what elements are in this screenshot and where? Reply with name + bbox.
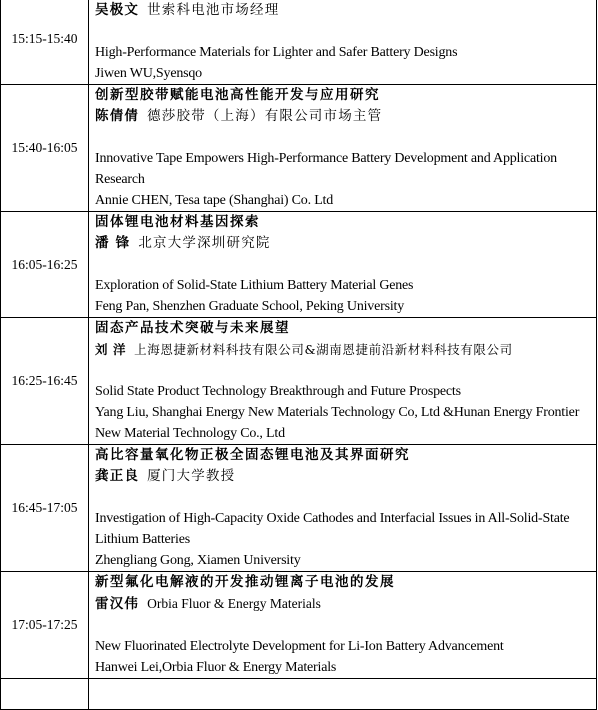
session-title-en: High-Performance Materials for Lighter and Safer Battery Designs bbox=[95, 45, 458, 60]
session-title-cn: 创新型胶带赋能电池高性能开发与应用研究 bbox=[95, 87, 380, 103]
session-details bbox=[89, 445, 597, 572]
session-details bbox=[89, 679, 597, 710]
session-details bbox=[89, 318, 597, 445]
speaker-cn bbox=[95, 339, 594, 360]
speaker-org-cn: 德莎胶带（上海）有限公司市场主管 bbox=[147, 108, 383, 124]
session-time bbox=[1, 679, 89, 710]
speaker-en: Feng Pan, Shenzhen Graduate School, Peking University bbox=[95, 299, 405, 314]
session-time: 16:05-16:25 bbox=[1, 212, 89, 318]
speaker-cn bbox=[95, 106, 594, 127]
speaker-org-cn: 厦门大学教授 bbox=[147, 468, 236, 484]
speaker-org-cn: 北京大学深圳研究院 bbox=[138, 235, 271, 251]
speaker-org-cn: 上海恩捷新材料科技有限公司&湖南恩捷前沿新材料科技有限公司 bbox=[134, 342, 513, 357]
session-title-en: New Fluorinated Electrolyte Development for Li-Ion Battery Advancement bbox=[95, 639, 504, 654]
speaker-name-cn: 陈倩倩 bbox=[95, 108, 140, 124]
speaker-name-cn: 刘 洋 bbox=[95, 342, 127, 357]
session-title-en: Solid State Product Technology Breakthrough and Future Prospects bbox=[95, 384, 461, 399]
session-time: 17:05-17:25 bbox=[1, 572, 89, 679]
speaker-cn bbox=[95, 0, 594, 21]
speaker-name-cn: 雷汉伟 bbox=[95, 596, 140, 612]
speaker-name-cn: 潘 锋 bbox=[95, 235, 131, 251]
spacer bbox=[95, 21, 594, 42]
session-title-en: Innovative Tape Empowers High-Performance Battery Development and Application Research bbox=[95, 151, 557, 187]
speaker-cn bbox=[95, 466, 594, 487]
speaker-en: Zhengliang Gong, Xiamen University bbox=[95, 553, 301, 568]
session-title-cn: 固态产品技术突破与未来展望 bbox=[95, 320, 290, 336]
spacer bbox=[95, 487, 594, 508]
session-details bbox=[89, 572, 597, 679]
speaker-en: Yang Liu, Shanghai Energy New Materials Technology Co, Ltd &Hunan Energy Frontier New Material Technology Co., Ltd bbox=[95, 405, 580, 441]
session-time: 15:15-15:40 bbox=[1, 0, 89, 85]
spacer bbox=[95, 127, 594, 148]
agenda-row bbox=[1, 572, 597, 679]
speaker-en: Annie CHEN, Tesa tape (Shanghai) Co. Ltd bbox=[95, 193, 334, 208]
agenda-row bbox=[1, 85, 597, 212]
spacer bbox=[95, 615, 594, 636]
agenda-row bbox=[1, 679, 597, 710]
agenda-row bbox=[1, 0, 597, 85]
speaker-cn bbox=[95, 233, 594, 254]
speaker-name-cn: 吴极文 bbox=[95, 2, 140, 18]
session-details bbox=[89, 0, 597, 85]
agenda-row bbox=[1, 445, 597, 572]
session-title-en: Exploration of Solid-State Lithium Battery Material Genes bbox=[95, 278, 414, 293]
session-title-cn: 固体锂电池材料基因探索 bbox=[95, 214, 260, 230]
session-time: 16:45-17:05 bbox=[1, 445, 89, 572]
speaker-cn bbox=[95, 593, 594, 615]
session-time: 15:40-16:05 bbox=[1, 85, 89, 212]
session-title-en: Investigation of High-Capacity Oxide Cathodes and Interfacial Issues in All-Solid-State Lithium Batteries bbox=[95, 511, 570, 547]
speaker-name-cn: 龚正良 bbox=[95, 468, 140, 484]
agenda-row bbox=[1, 318, 597, 445]
session-details bbox=[89, 212, 597, 318]
spacer bbox=[95, 360, 594, 381]
speaker-org-cn: 世索科电池市场经理 bbox=[147, 2, 280, 18]
session-details bbox=[89, 85, 597, 212]
spacer bbox=[95, 254, 594, 275]
speaker-en: Hanwei Lei,Orbia Fluor & Energy Materials bbox=[95, 660, 337, 675]
session-time: 16:25-16:45 bbox=[1, 318, 89, 445]
agenda-row bbox=[1, 212, 597, 318]
session-title-cn: 新型氟化电解液的开发推动锂离子电池的发展 bbox=[95, 574, 395, 590]
speaker-org-cn: Orbia Fluor & Energy Materials bbox=[147, 596, 321, 611]
session-title-cn: 高比容量氧化物正极全固态锂电池及其界面研究 bbox=[95, 447, 410, 463]
speaker-en: Jiwen WU,Syensqo bbox=[95, 66, 202, 81]
